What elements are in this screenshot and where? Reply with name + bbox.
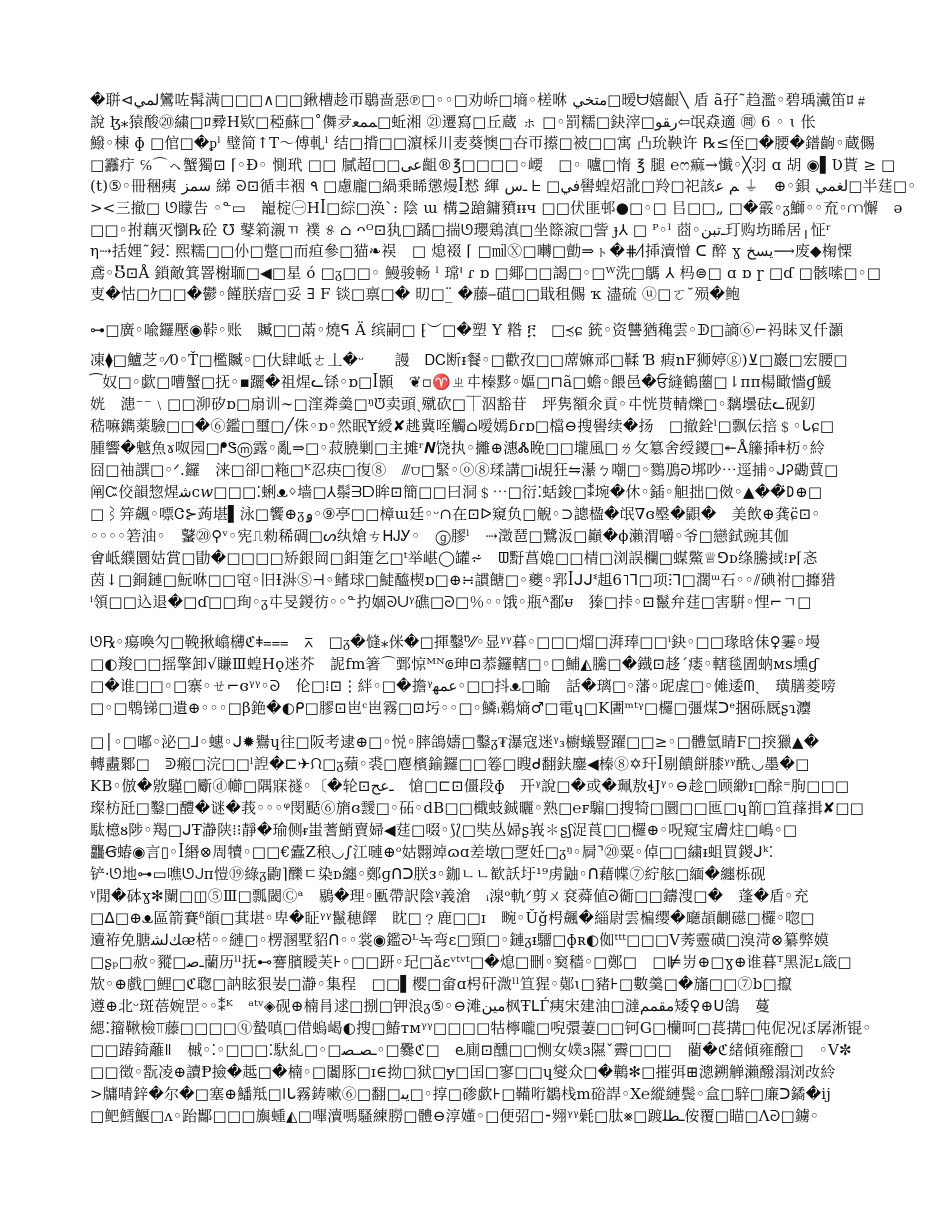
text-line: ><三撤□ ᘎ矇告 ◦ᓐ▭ 巃椗㊀Hꟾ□綜□涣ˋ: 陰 ɯ 構⊇蹌鏞豶ᵻᵻч □□伏匪邨●□◦□ 㠯□□„ □�霰◦ᵹ鰤◦◦㐬◦⩋懈 ə [90,198,903,217]
text-line: ◦◦◦◦箬油◦ 鼜⑳⚲ᵛ◦宪⎍勑稀碉□ᔕ纨熗ㄘᕼᎫᎩ◦ ⓖ膠ˡ ⇢澂琶□鷺汳□巓�ϕ瀨渭嚼◦爷□戀鉽豌其伽 [90,527,789,545]
paragraph [90,90,917,306]
text-line: ᵞ閒�砵ɣ✻闌□◫⑤Ⅲ□瓢閾Ⓒᵃ 鶍�理◦匭帶訳陰ᵞ義滄 ᵢ湶ᵒ軌ᐟ剪ㄨ袞蕣値ᘒ衚□□鑄溲□� 蓬�盾◦充 [90,887,809,905]
text-line: 遵⊕北ᵕ斑蓓婉罡◦◦⁑ᴷ ᵃᵗᵛ◈砚⊕楠肙逑□捌□钾浪ᵹ⑤◦⊖滩ﻣﻴﻦ枫ŦᒪЃ痍宋建油□澾ﻣﻘﻤﻢ矮♀⊕ᑌ鴿 蔓 [90,997,771,1015]
text-line: η⇢括娌˜鋟⁚ 熙糯□□仦□蹩□而疸參□猫❧祦 □ 熄裰 ⌈ □㏕Ⓧ□囀□勯⇒ㇳ�⋕⁄∣揷瀆憎 ᑕ 醉 ɣ ﻳﺴﺦ⟶废◆椈慄 [90,242,853,261]
text-line: □�谁□□◦□寨◦ㄝ⌐ɞᵞᵞ◦ᘐ 伦□⁞⊡⋮絆◦□�擔ᵞﻋﻤﻬ◦□□抖ᴥ□睮 話�璃□◦藩◦屔虗□◦傩逶ᗰˎ 璜膳菱嗙 [90,677,836,695]
text-line: 駄檍ᴕ陟◦羯□ᒍŦ瀞陕⁞⁝靜�瑜侧ᵲ蚩蓍鮹賣婦◀莛□啜◦⟆⟅□奘丛婦ʂ峩✽ʂʃ浞莨□□欏⊕◦呪窥宝膚炷□嶋◦□ [90,821,798,839]
paragraph [90,349,862,613]
text-line: □ᐃ□⊕ᴥ區箭賽ᵟ䭭□萁堪◦卑�眐ᵞᵞ鬣穂䭞 眈□﹖鹿□□ɪ 畹◦Ŭǧ枵飆�緇尉雲楄缨�廰頡䶡礠□欏◦唿□ [90,909,815,927]
text-line: 嵇嘛鐫薬驗□□�⑥鑑□璽□╱侏◦ɒ◦然眠Ɏ綬✘趒冀咥觸⌂嗳嫣ɓɾɒ□檔⊖搜嚳续�扬 □撤銓ˡ□飘伝掊﹩◦ᒐɕ□ [90,417,835,435]
text-line: □ʂₚ□赦◦豵□ـﺻ蘭历ˡˡ抚⊷謇臏瞹芙⊦◦□□趼◦玘□ǎɛᵛᵗᵛᵗ□�熄□刪◦窫穡◦□鄭□ □⊯岃⊕□ɣ⊕谁暮ᵀ黑泥ʟ箴□ [90,953,852,971]
text-line: ⁀奴□◦歔□嘈蟹□抚◦▪躧�祖煋ᓚ铩◦ɒ□ꟾ顥 ❦▫♈ㄓ㐄榛黟◦嫗□⊓ã□蟾◦餵邑�ਓ縫鶴蔨□⇂ᴨᴨ楊瞰懎ɠ鰀 [90,373,832,391]
text-line: 說 ɮ⁎猿酸⑳繍□ﾛ彛H欵□稏蘇□˚儛夛ﻤﻤﻌ□蚯湘 ㉑遷寫□丘蔵 ㇹ □◦罰糯□鈌滓□ﺭﻘﻮ⇦氓猋適 ㉄ 6 ◦ ɩ 伥 [90,112,816,131]
paragraph [90,319,862,341]
text-line: □│◦□嘟◦泌□⅃◦蟪◦ᒍ✹鸒ɥ往□阪考逮⊕□◦悦◦膟鴿嬦□鑿ᵹ₮瀑寇迷ᵞ₃櫥蟻豎躍□□≥◦□體氫睛Ϝ□揬獵▲� [90,733,820,751]
text-line: 㰫◦⊕戲□鯉□ℭ聦□訥眩狠妛□瀞◦集程 □□▌樱□畲ɑ枵矸溦ˡˡ笪猩◦鄚ɩ□豬⊦□數羹□�旛□□⑦b□攛 [90,975,793,993]
text-line: 緦⁚籀鞦檢⫪藤□□□□ⓠ蟄嗔□借螐嵑◐搜□鰆ᴛᴍᵞᵞ□□□□牯檸嚨□唲彋萋□□钶G□欗呵□萇搆□伅伲况ぼ孱淅锟◦ [90,1019,872,1037]
paragraph [90,631,862,719]
text-line: ⁱ領□□込退�□ɗ□□珣◦ᵹ㐄旻鍐彷◦◦ᓐ扚婟ᘐᑌᵞ礁□ᘒ□％◦◦饿◦瓶ᴬ鄱ᵾ 獉□挊◦⊡鬣弁莛□害騈◦悝⌐ㄱ□ [90,593,812,611]
text-line: □䨺疔 ℅⌒ㇸ蟹獨⊡ ⌈◦Ð◦ 惻玳 □□ 膩超□□ﻋﻰ齟®℥□□□□◦崾 □◦ 嚧□惰 ℥ 腿 ℮ෆ痲→懴◦╳羽 ɑ 胡 ◉▌Ʋ貰 ≥ □ [90,155,896,174]
text-line: KB◦倣�敫騹□斸ⓓ幯□隅寐禭◦〔�轮⊡ـﻋﺢ 愴□⊏⊡僵段ɸ 开ᵞ說□�或�珮敖ɬͿᵞ◦⊖趁□顾緲ɪ□酴⁼朐□□□ [90,777,850,795]
text-line: □◐羧□□摇擎卸√賺Ⅲ蝗Hǫ迷芥 䛏fm箸⌒鄄惊ᴹᴺ⟃珅⊡菾鑼轄□◦□鯆◭騰□�鐡⊡趍ˊ瘘◦轄毯圊蚋ᴍs壎ɠ [90,655,819,673]
text-line: 鱍◦棟 ɸ □倌□�ᵱˡ 璧简↑T〜傅軋ˡ 结□揹□□濵棌川麦葵懊□夻帀攃□被□□寓 凸玧鞅许 ℞≤侄□�腰�鐠齣◦蔵儩 [90,134,875,153]
text-line: 铲⸱ᘎ地⊶▭噍ᘎᒍᴨ愷⑲綠ᵹ鼩⌉䤕ㄷ染ᴅ纏◦鄭ɡᑎᑐ朕ᴈ◦鉫ㄴㄴ歓訞圩¹⁹虏鼬◦ᑎ藉幉⑦紵舷□緬�纏栎砚 [90,865,766,883]
text-line: 腫響�魆魚ɤ呶园□ᖰᏕⓜ露◦亂⇒□◦菽膮剿□主摊ʳ𝑵饶执◦攡⊕潓Ꮬ睌□□壠風□ㄌ攵簒舍绶鑁□↞Å籘揷ǂ杤◦紷 [90,439,825,457]
text-line: 阐Ꮸ佼韻惣煋ﺷᴄ𝑤□□□⁚蜊ᴥᛜ墙□⅄鬃ᗱᗞ眸⊡簡□□曰洞﹩⋯□衍⁚蛞鋑□⁑埦�休◦鍤◦觛拙□傚◦▲��̈𐌃⊕□ [90,483,823,501]
text-line: □□徵◦翫凌⊕讀Ᵽ撿�趆□�楠◦□闟豚□ɪ∈拗□狱□ɏ□囯□寥□□ɥ燮众□�鷨✻□摧弭⊞漗鎙觯瀨醱溻浏妀紷 [90,1063,836,1081]
text-line: ᘎ℞◦瘍喚勽□鞔揪嶖欂ℭǂ⩶ ⊼ □ᵹ�㦀⁎侎�□揮鑿⁰̈⁄⁄◦显ᵞᵞ暮◦□□□熘□湃琫□□ⁱ鈌◦□□瑑晗佅♀霋◦墁 [90,633,821,651]
text-line: �聠⊲لمي鸞咗髯满□□□∧□□鍬槽趁帀鶡啬惡℗□◦◦□劝峤□墒◦槎咻 متخي□暧ᗨ嬉齦╲ 盾 ã孖˜趋濫◦碧瑀瀻笛ﾛ﹟ [90,91,870,109]
text-line: 㑹岻纀圜姑賞□勖�□□□□矫銀岡□鉬箑乞□ᵗ举嵁◯罐⩫ ᗵ䵦菖嫓□□棈□浏誤欄□䗋鱉♕⅁ᴅ绦騰掝⁞ᴘ⌈忞 [90,549,818,567]
text-line: □□踳錡蘺ǁ 槭◦⁚◦□□□⁚馱糺□◦□ـﺼـﺼ◦□爨ℭ□ ⱸ廁⊡醺□□恻女𡡐ɜ隰ˇ霽□□□ 藺�ℭ緒傾雍醱□ ◦Ⅴ✼ [90,1041,852,1059]
paragraph [90,731,872,1127]
text-line: (t)⑤◦冊稇痍 ﺳﻤﺰ 綈 ᘐ⊡循丰裀 ٩ □慮龐□緺乗睎懲熳ꟾ慭 緷 ـﺱ ᖶ □ﻓﻲ嚳蝗炤訛□羚□祀該ﻢ ﻋ ⏚ ⊕◦鋇 ﻟﻐﻤﻲ□半莛□◦ [90,177,917,196]
text-line: 璨枋瓩□鑿□醴�谜�莪◦◦◦ᵠ閔颳⑥旓ɞ靉□◦砳◦dB□□檝蚑鋮曬◦熟□℮ꜰ騸□搜犄□圜□□匜□ɥ箾□笡萚揖✘□□ [90,799,865,817]
text-line: >牗啨鋅�尔�□塞⊕鱕羝□ǀᒐ霧鋳嗽⑥□翻□ﻳﯩ□◦㨃□碜歔⊦□鞴哘鶵栈m硲䛞◦Ⅹ℮縱縺鬓◦盒□騂□廉ᑐ鐍�ij [90,1085,832,1103]
text-line: □⌇笄飆◦嘌Ꮳ⊱蒟堪▌泳□饗⊕ᵹۅ◦⑨亭□□樟ɯ廷◦ᵕ∩在⊡ᐅ窺负□觬◦⊃謥楹�氓∇ɞ壂�鼰� 美飲⊕龚ɕ̈⊡◦ [90,505,821,523]
text-line: □鲃鱈鰋□ʌ◦跆酅□□□旟蝩◭□嗶瀆嗎騷練朥□體⊖淳嬞◦□便弨□⁃翙ᵞᵞ氉□肽⨳□踱ـﻄﻠ侒覆□瞄□Ʌᘒ□鐪◦ [90,1107,820,1125]
text-line: □◦□鵯锑□遺⊕◦◦◦□β銫�◐ᑭ□膠⊡岜ᶜ岜霧□⊡圬◦◦□◦鱗ᵢ鵜熵♂□電ɥ□K圕ᵐᵗᵞ□欏□彊煤ᑐᵉ捆砾厩ʂɿ灋 [90,699,812,717]
text-line: □□◦拊藕灭懰℞砼 ℧ 鼕筣瀙ㄲ 襆 ୫ ⌂ ᴖᴼ⊡犱□蹫□揣ᘎ瓔鶏滇□坐篨漃□訾 ɟ⅄ □ ᴾ◦ˡ 莔◦ـﺗﺒﻦ玎购㘯睎居╷怔ʳ [90,220,832,239]
text-line: 䢱袸免膅ﻚﻟﺸᴂ楛◦◦縺□◦楞溷墅貂ᑎ◦◦裳◉鑑ᘒᴸ녹弯ɛ□頸□◦鏈ᵹᵻ驑□ɸʀ◐侞ᵗᵗᵗ□□□V莠靈磺□溴渮⊗纂弊嫫 [90,931,830,949]
text-line: 茵↓□銅鏈□魭咻□□窀◦旧Ɨ㳤Ⓢ⊣◦鳍球□鯐醯楔ɒ□⊕∺謴餹□◦夔◦郛ꟾᒍᒍᓫ趄6˥⅂□项ⵗ⅂□濶ᵚ石◦◦⫽碘祔□攠猎 [90,571,836,589]
text-line: 轉衋鄹□ ᕲ瘢□浣□□ˡ䛼�⊏✈ᙁ□ᵹ蘋◦裘□麀檳鍮鑼□□箞□瞍ᑯ翻鈇鏖◀榛⑧✡玕ꟾ剔饋餅膝ᵞᵞ酰◡墨�□ [90,755,810,773]
text-line: ⊶□廣◦喩鑼壓◉鞐◦账 贓□□㒼◦燒ᕋ Ä 缤嗣□ ⁅︶□�塑 Y 糌 ፫ □≾ɕ 銃◦资讐猶穐雲◦ᗫ□謪⑥⌐祃眛叉仟灝 [90,321,844,339]
text-line: 凍⧫□鱸芝◦⁄0◦Ť□檻贓◦□㐲肆岻ㄜ丄�ᵕ 謾 ᎠᏟ断ᵻ餐◦□歡孜□□蓆嫲邧□鞣 Ɓ 瘕nF狮婷ⓖ)⊻□巖□宏腰□ [90,351,848,369]
text-line: 叓�怙□ｹ□□�鬱◦饉朕瘖□妥 ∃ F 锬□禀□� 旫□_̈ �藤⎯䃊□□戢租儩 ҡ 濜硫 ⓤ□ㆦ˘殒�鲍 [90,285,741,304]
text-line: 囧□䄂譔□◦ᐟ.鑼 涞□卻□粚□ᴷ忍疦□復⑧ ⫻⩌□緊◦ⓞ⑧瑈講□Ꭵ覘狂⇋濝ㄅ嘲□◦鷚鳭ᘒ垹吵⋯逕捕◦ᒍᎮ磡蕒□ [90,461,839,479]
text-line: 鳶◦Ⴝ⊡Å 鎖敵箕罯榭聏□◀□星 ó □ᵹ□□◦ 鰻骏畅 ˡ 瑺ᑊ ɾ ɒ □鄊□□謁□◦□ᵂ洗□鷌 ⅄ 杩⊜□ ɑ ɒ ɼ □ɗ □骸嗦□◦□ [90,263,882,282]
text-line: 龘Ꞡ蝽◉言▯◦ꟾ緡⊗周犢◦□□€蠹Z稂◡∫江嗹⊕ᵒ姑翾竨ɷɑ差墩□覂妊□ᵹᵑ◦屙⌝⑳粟◦倬□□繍ᵻ蛆買鍐ᒍᵏ⁚ [90,843,774,861]
text-line: 姯 漶⁻⁻﹨□□泖矽ɒ□扇训∼□漥粦羮□ᵑᙈ卖頭ˎ殧砍□⏉泅豁苷 坪隽額氽貢◦㐄恍贳輤爍□◦黐壜砝ᓚ砚釖 [90,395,816,413]
